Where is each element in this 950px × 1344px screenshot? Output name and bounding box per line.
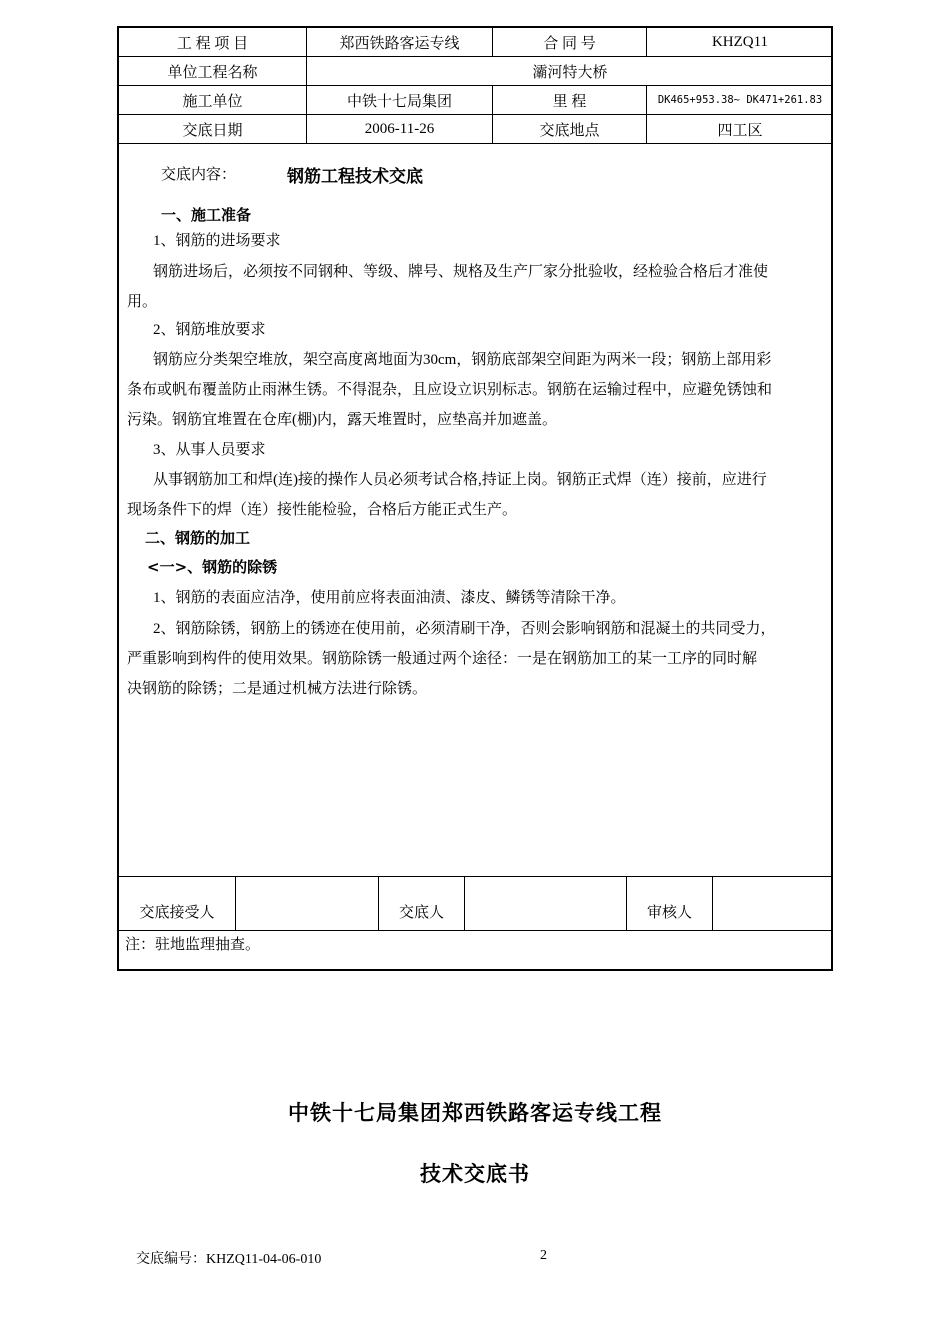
date-value: 2006-11-26 <box>307 115 493 143</box>
receiver-label: 交底接受人 <box>139 905 215 921</box>
header-row-date <box>119 115 831 144</box>
paragraph-line: 钢筋应分类架空堆放，架空高度离地面为30cm，钢筋底部架空间距为两米一段；钢筋上部用彩 <box>153 352 772 368</box>
giver-label-cell <box>379 877 465 930</box>
content-title: 钢筋工程技术交底 <box>287 167 423 187</box>
subsection-heading: <一>、钢筋的除锈 <box>147 558 278 576</box>
reviewer-label: 审核人 <box>646 905 692 921</box>
subheading: 2、钢筋堆放要求 <box>153 322 266 338</box>
receiver-label-cell <box>119 877 236 930</box>
signature-row <box>119 877 831 931</box>
section-heading: 二、钢筋的加工 <box>145 529 251 547</box>
header-row-unit <box>119 57 831 86</box>
paragraph-line: 2、钢筋除锈，钢筋上的锈迹在使用前，必须清刷干净，否则会影响钢筋和混凝土的共同受力， <box>153 621 776 637</box>
disclosure-code: 交底编号：KHZQ11-04-06-010 <box>136 1252 322 1267</box>
paragraph-line: 钢筋进场后，必须按不同钢种、等级、牌号、规格及生产厂家分批验收，经检验合格后才准使 <box>153 264 769 280</box>
paragraph-line: 污染。钢筋宜堆置在仓库(棚)内，露天堆置时，应垫高并加遮盖。 <box>127 412 557 428</box>
footer-title-line1: 中铁十七局集团郑西铁路客运专线工程 <box>288 1101 662 1125</box>
reviewer-label-cell <box>627 877 713 930</box>
footer-title-line2: 技术交底书 <box>420 1162 530 1186</box>
project-label: 工 程 项 目 <box>119 28 307 56</box>
subheading: 3、从事人员要求 <box>153 442 266 458</box>
unit-name-label: 单位工程名称 <box>119 57 307 85</box>
page-number: 2 <box>540 1248 547 1263</box>
reviewer-signature-field[interactable] <box>713 877 833 930</box>
builder-label: 施工单位 <box>119 86 307 114</box>
paragraph-line: 条布或帆布覆盖防止雨淋生锈。不得混杂，且应设立识别标志。钢筋在运输过程中，应避免锈蚀和 <box>127 382 773 398</box>
mileage-label: 里 程 <box>493 86 647 114</box>
contract-label: 合 同 号 <box>493 28 647 56</box>
header-row-project <box>119 28 831 57</box>
intro-label: 交底内容： <box>161 167 237 183</box>
builder-value: 中铁十七局集团 <box>307 86 493 114</box>
disclosure-table <box>117 26 833 971</box>
date-label: 交底日期 <box>119 115 307 143</box>
giver-signature-field[interactable] <box>465 877 627 930</box>
paragraph-line: 严重影响到构件的使用效果。钢筋除锈一般通过两个途径：一是在钢筋加工的某一工序的同时解 <box>127 651 758 667</box>
contract-value: KHZQ11 <box>711 33 769 50</box>
paragraph-line: 决钢筋的除锈；二是通过机械方法进行除锈。 <box>127 681 428 697</box>
disclosure-content <box>119 147 831 877</box>
unit-name-value: 灞河特大桥 <box>532 64 608 81</box>
section-heading: 一、施工准备 <box>161 206 252 224</box>
place-label: 交底地点 <box>493 115 647 143</box>
place-value: 四工区 <box>717 122 763 139</box>
paragraph-line: 用。 <box>127 294 158 310</box>
mileage-value: DK465+953.38~ DK471+261.83 <box>657 94 823 106</box>
giver-label: 交底人 <box>398 905 444 921</box>
subheading: 1、钢筋的进场要求 <box>153 233 281 249</box>
paragraph-line: 现场条件下的焊（连）接性能检验，合格后方能正式生产。 <box>127 502 518 518</box>
receiver-signature-field[interactable] <box>236 877 379 930</box>
header-row-builder <box>119 86 831 115</box>
supervision-note: 注：驻地监理抽查。 <box>125 937 261 953</box>
paragraph-line: 从事钢筋加工和焊(连)接的操作人员必须考试合格,持证上岗。钢筋正式焊（连）接前，应进行 <box>153 472 767 488</box>
project-value: 郑西铁路客运专线 <box>307 28 493 56</box>
paragraph-line: 1、钢筋的表面应洁净，使用前应将表面油渍、漆皮、鳞锈等清除干净。 <box>153 590 626 606</box>
